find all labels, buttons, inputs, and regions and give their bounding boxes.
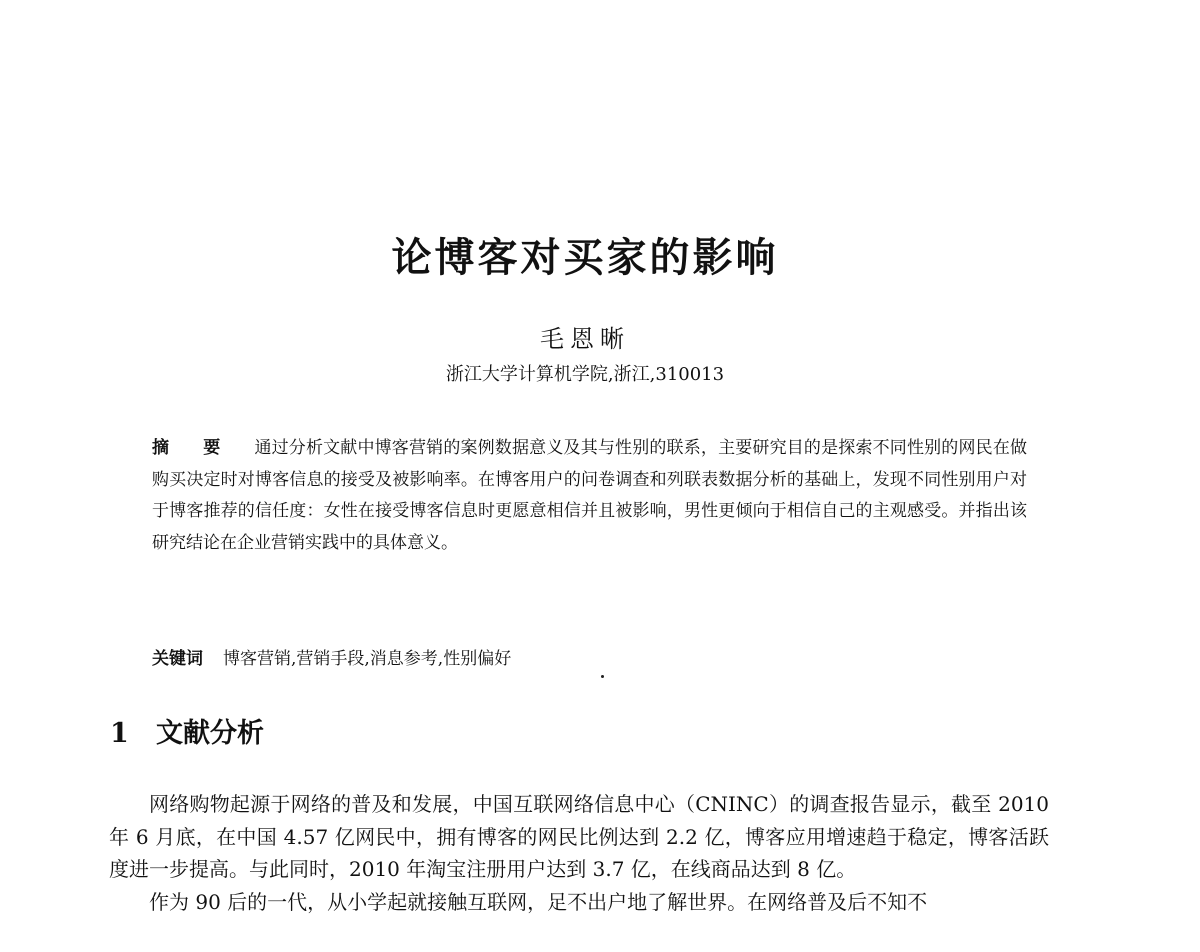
keywords-label: 关键词: [152, 649, 203, 669]
body-text: [109, 788, 1049, 918]
keywords-block: [152, 644, 1027, 674]
section-number: 1: [110, 718, 129, 749]
author-affiliation: 浙江大学计算机学院,浙江,310013: [445, 364, 725, 385]
body-paragraph: 网络购物起源于网络的普及和发展，中国互联网络信息中心（CNINC）的调查报告显示，截至 2010 年 6 月底，在中国 4.57 亿网民中，拥有博客的网民比例达到 2.2 亿，博客应用增速趋于稳定，博客活跃度进一步提高。与此同时，2010 年淘宝注册用户达到 3.7 亿，在线商品达到 8 亿。: [109, 792, 1049, 881]
body-paragraph: 作为 90 后的一代，从小学起就接触互联网，足不出户地了解世界。在网络普及后不知不: [149, 889, 928, 914]
stray-dot-mark: [601, 675, 604, 678]
abstract-text: 通过分析文献中博客营销的案例数据意义及其与性别的联系，主要研究目的是探索不同性别的网民在做购买决定时对博客信息的接受及被影响率。在博客用户的问卷调查和列联表数据分析的基础上，发现不同性别用户对于博客推荐的信任度：女性在接受博客信息时更愿意相信并且被影响，男性更倾向于相信自己的主观感受。并指出该研究结论在企业营销实践中的具体意义。: [152, 438, 1027, 553]
keywords-text: 博客营销,营销手段,消息参考,性别偏好: [223, 649, 512, 669]
abstract-block: [152, 433, 1027, 559]
section-title: 文献分析: [156, 718, 264, 749]
paper-title: 论博客对买家的影响: [391, 235, 779, 281]
author-name: 毛恩晰: [540, 325, 630, 353]
section-heading: [110, 712, 264, 756]
abstract-label: 摘 要: [152, 438, 235, 458]
